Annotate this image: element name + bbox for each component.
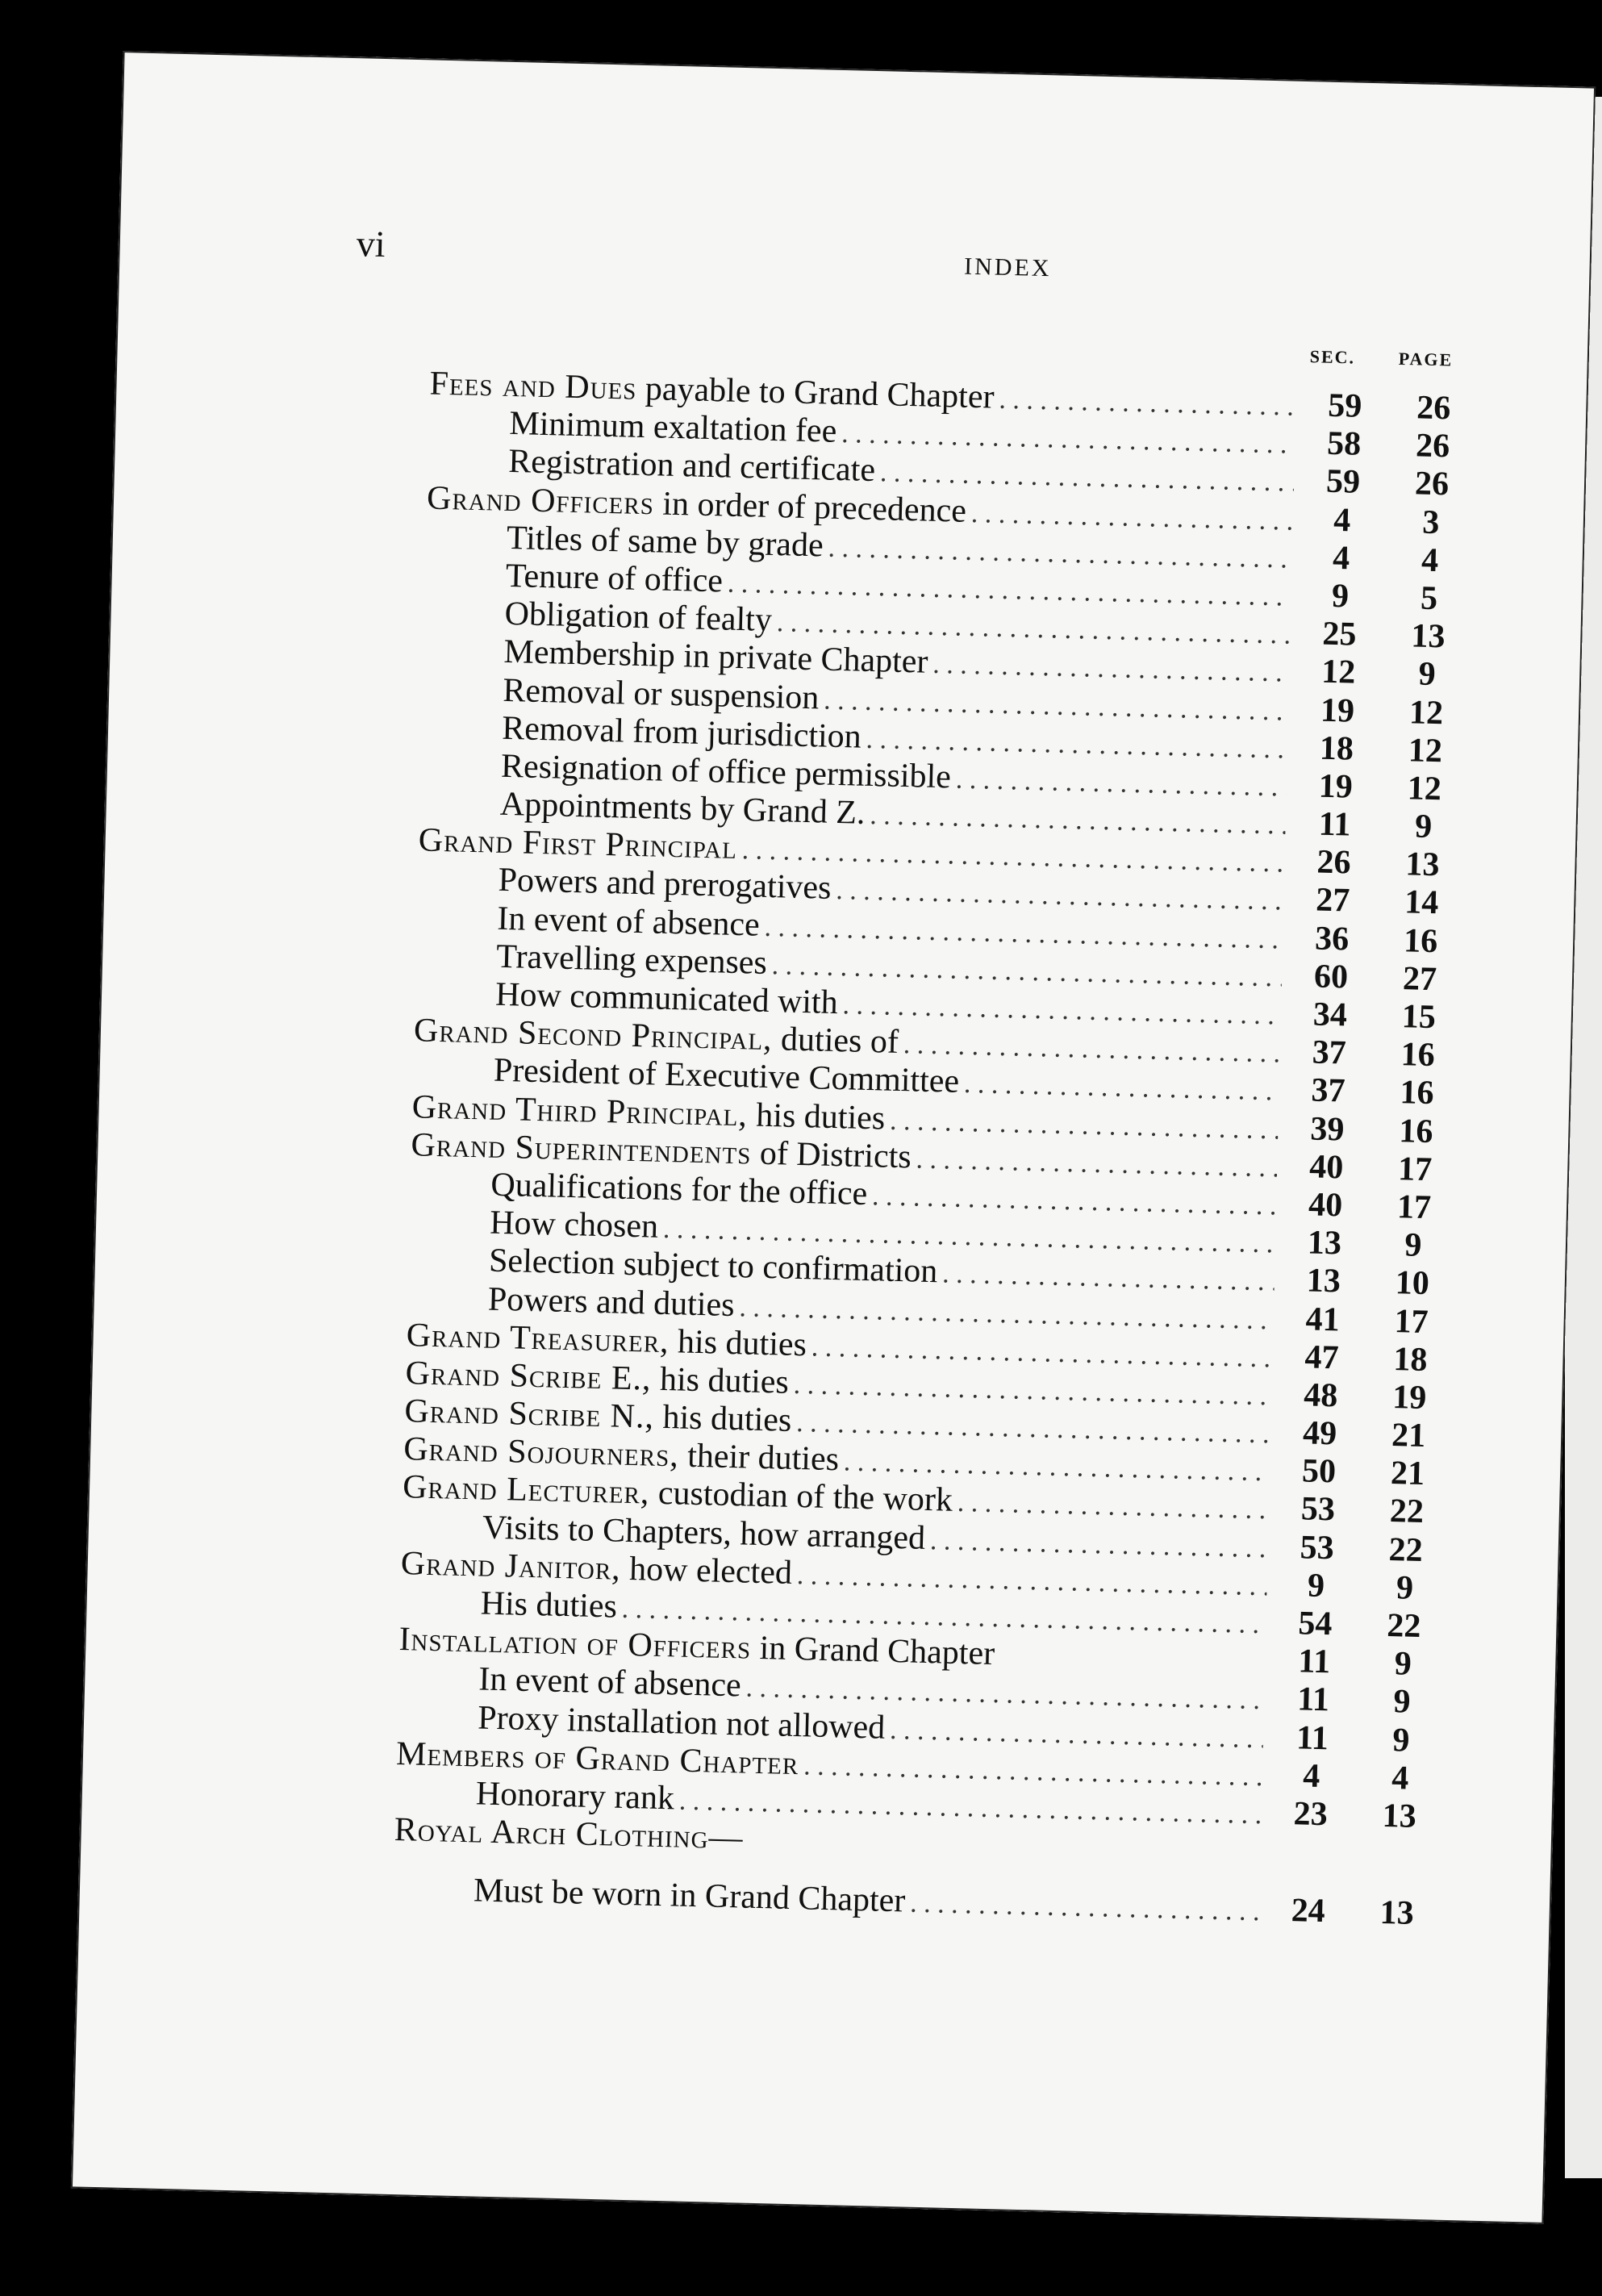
section-number: 12 (1320, 653, 1356, 691)
section-number: 37 (1311, 1071, 1346, 1110)
page-number: 9 (1394, 1645, 1412, 1683)
entry-label (480, 1584, 617, 1626)
entry-text: Titles of same by grade (506, 519, 824, 565)
page-number: 27 (1402, 960, 1437, 999)
page-number: 10 (1395, 1264, 1430, 1303)
section-number: 11 (1318, 805, 1352, 844)
page-number: 17 (1396, 1188, 1432, 1227)
entry-text: his duties (650, 1360, 790, 1401)
page-number: 9 (1395, 1569, 1414, 1607)
entry-text: how elected (620, 1550, 793, 1592)
entry-heading: Grand Sojourners, (403, 1430, 680, 1475)
entry-text: his duties (669, 1322, 807, 1363)
entry-heading: Grand Officers (426, 479, 655, 522)
entry-text: Resignation of office permissible (500, 747, 952, 796)
entry-label (496, 938, 768, 983)
page-number: 9 (1418, 655, 1437, 694)
entry-text: Minimum exaltation fee (508, 405, 837, 451)
entry-text: His duties (480, 1584, 618, 1626)
entry-text: Selection subject to confirmation (488, 1242, 938, 1291)
page-number: 9 (1393, 1683, 1412, 1722)
section-number: 24 (1291, 1892, 1326, 1931)
page-number: 5 (1420, 579, 1438, 618)
column-header-sec: SEC. (1309, 346, 1356, 368)
entry-text: Membership in private Chapter (503, 633, 929, 681)
page-number: 12 (1408, 693, 1444, 732)
entry-text: Registration and certificate (507, 443, 876, 490)
entry-text: duties of (772, 1021, 899, 1062)
section-number: 4 (1302, 1757, 1320, 1795)
entry-heading: Grand Scribe N., (403, 1392, 655, 1436)
entry-text: Removal or suspension (502, 671, 820, 716)
section-number: 39 (1309, 1110, 1345, 1149)
section-number (1265, 1861, 1354, 1864)
section-number: 19 (1320, 691, 1355, 730)
section-number: 36 (1314, 920, 1350, 958)
entry-label (504, 595, 772, 640)
page-number: 14 (1404, 883, 1439, 922)
page-number: 9 (1414, 808, 1433, 846)
section-number: 13 (1306, 1262, 1341, 1300)
entry-heading: Grand Second Principal, (413, 1012, 774, 1058)
entry-heading: Grand Third Principal, (411, 1087, 749, 1133)
section-number: 9 (1307, 1567, 1325, 1605)
entry-heading: Members of Grand Chapter (395, 1735, 799, 1782)
page-number: 3 (1421, 503, 1440, 541)
section-number: 4 (1333, 501, 1351, 539)
book-page (71, 51, 1596, 2224)
entry-text: of Districts (750, 1134, 912, 1176)
entry-text: Visits to Chapters, how arranged (482, 1509, 926, 1557)
section-number: 11 (1295, 1718, 1329, 1757)
section-number: 4 (1332, 539, 1350, 578)
entry-text: Appointments by Grand Z. (499, 785, 866, 832)
index-entries (392, 365, 1478, 1935)
entry-heading: Installation of Officers (398, 1621, 752, 1667)
section-number: 37 (1312, 1033, 1347, 1072)
index-entry (392, 1870, 1441, 1934)
section-number: 53 (1300, 1490, 1336, 1529)
section-number: 49 (1302, 1414, 1337, 1453)
page-number: 4 (1421, 541, 1439, 579)
entry-label (490, 1204, 659, 1246)
page-number: 22 (1389, 1492, 1425, 1531)
entry-label (475, 1775, 674, 1818)
page-number: 22 (1386, 1606, 1421, 1645)
page-number: 16 (1398, 1112, 1433, 1150)
entry-text: Powers and duties (487, 1280, 736, 1324)
section-number: 23 (1293, 1795, 1329, 1834)
entry-heading: Grand First Principal (418, 821, 738, 867)
entry-heading: Grand Treasurer, (406, 1316, 670, 1360)
section-number: 25 (1321, 615, 1357, 653)
section-number: 11 (1297, 1643, 1331, 1681)
page-number: 17 (1394, 1302, 1429, 1341)
section-number: 9 (1331, 577, 1350, 616)
section-number: 58 (1326, 424, 1362, 463)
page-number: 26 (1415, 427, 1450, 465)
entry-text: President of Executive Committee (493, 1052, 960, 1101)
entry-heading: Grand Janitor, (400, 1544, 622, 1588)
entry-heading: Grand Scribe E., (405, 1355, 653, 1398)
entry-text: in order of precedence (653, 484, 967, 530)
page-number: 4 (1391, 1759, 1409, 1797)
running-head: INDEX (963, 253, 1052, 282)
page-number: 16 (1400, 1036, 1436, 1075)
page-number (1354, 1864, 1442, 1866)
entry-heading: Grand Superintendents (411, 1125, 752, 1172)
entry-text: Honorary rank (475, 1775, 675, 1818)
entry-text: Tenure of office (505, 557, 724, 600)
entry-text: Must be worn in Grand Chapter (473, 1872, 906, 1920)
page-number: 9 (1404, 1226, 1423, 1264)
section-number: 34 (1312, 996, 1348, 1034)
entry-text: In event of absence (478, 1660, 742, 1705)
section-number: 41 (1305, 1300, 1341, 1338)
entry-label (497, 900, 760, 944)
section-number: 60 (1313, 958, 1349, 996)
page-number: 18 (1392, 1340, 1429, 1379)
entry-label (487, 1280, 735, 1324)
page-number: 13 (1410, 617, 1446, 656)
entry-text: Powers and prerogatives (498, 862, 832, 908)
entry-text: Obligation of fealty (504, 595, 773, 640)
page-number: 15 (1401, 998, 1437, 1037)
page-number: 9 (1391, 1721, 1411, 1760)
entry-label (478, 1661, 741, 1705)
entry-text: custodian of the work (649, 1475, 953, 1520)
section-number: 11 (1296, 1680, 1330, 1719)
page-number: 19 (1391, 1378, 1427, 1417)
entry-text: Proxy installation not allowed (477, 1699, 886, 1747)
entry-text: Qualifications for the office (490, 1166, 868, 1213)
folio-number: vi (356, 223, 386, 265)
column-header-page: PAGE (1398, 348, 1454, 370)
page-number: 16 (1400, 1074, 1435, 1113)
section-number: 54 (1297, 1605, 1333, 1643)
section-number: 26 (1316, 843, 1352, 882)
dot-leader (910, 1885, 1260, 1931)
entry-label (473, 1872, 905, 1921)
section-number: 27 (1315, 881, 1350, 920)
page-number: 21 (1391, 1417, 1426, 1455)
entry-label (394, 1811, 744, 1858)
section-number: 59 (1327, 386, 1362, 425)
section-number: 47 (1304, 1338, 1340, 1377)
section-number: 53 (1300, 1528, 1335, 1567)
page-number: 21 (1390, 1455, 1425, 1493)
page-number: 26 (1416, 389, 1451, 428)
entry-text: Travelling expenses (495, 937, 768, 982)
entry-text: his duties (747, 1096, 886, 1138)
entry-text: Removal from jurisdiction (501, 709, 862, 756)
page-number: 12 (1408, 731, 1443, 770)
page-number: 17 (1397, 1150, 1433, 1188)
section-number: 48 (1303, 1376, 1338, 1415)
entry-label (505, 557, 723, 601)
section-number: 13 (1307, 1224, 1342, 1263)
page-number: 13 (1382, 1797, 1417, 1835)
entry-text: How chosen (489, 1204, 659, 1246)
section-number: 40 (1308, 1186, 1343, 1225)
entry-text: his duties (653, 1398, 792, 1439)
entry-heading: Grand Lecturer, (402, 1468, 651, 1513)
entry-text: their duties (678, 1437, 840, 1479)
page-number: 26 (1414, 465, 1450, 503)
section-number: 40 (1308, 1148, 1344, 1187)
entry-text: In event of absence (496, 900, 761, 944)
entry-heading: Royal Arch Clothing— (394, 1811, 745, 1857)
entry-text: How communicated with (494, 975, 839, 1022)
section-number: 18 (1319, 729, 1354, 768)
page-number: 22 (1388, 1530, 1424, 1569)
entry-text: payable to Grand Chapter (636, 369, 995, 416)
section-number: 19 (1318, 767, 1354, 806)
entry-heading: Fees and Dues (429, 365, 638, 407)
section-number: 50 (1301, 1452, 1337, 1491)
page-number: 12 (1407, 770, 1442, 808)
page-number: 13 (1379, 1894, 1415, 1933)
page-number: 13 (1404, 845, 1441, 884)
section-number: 59 (1325, 463, 1361, 502)
entry-text: in Grand Chapter (750, 1629, 995, 1673)
page-number: 16 (1403, 921, 1438, 960)
